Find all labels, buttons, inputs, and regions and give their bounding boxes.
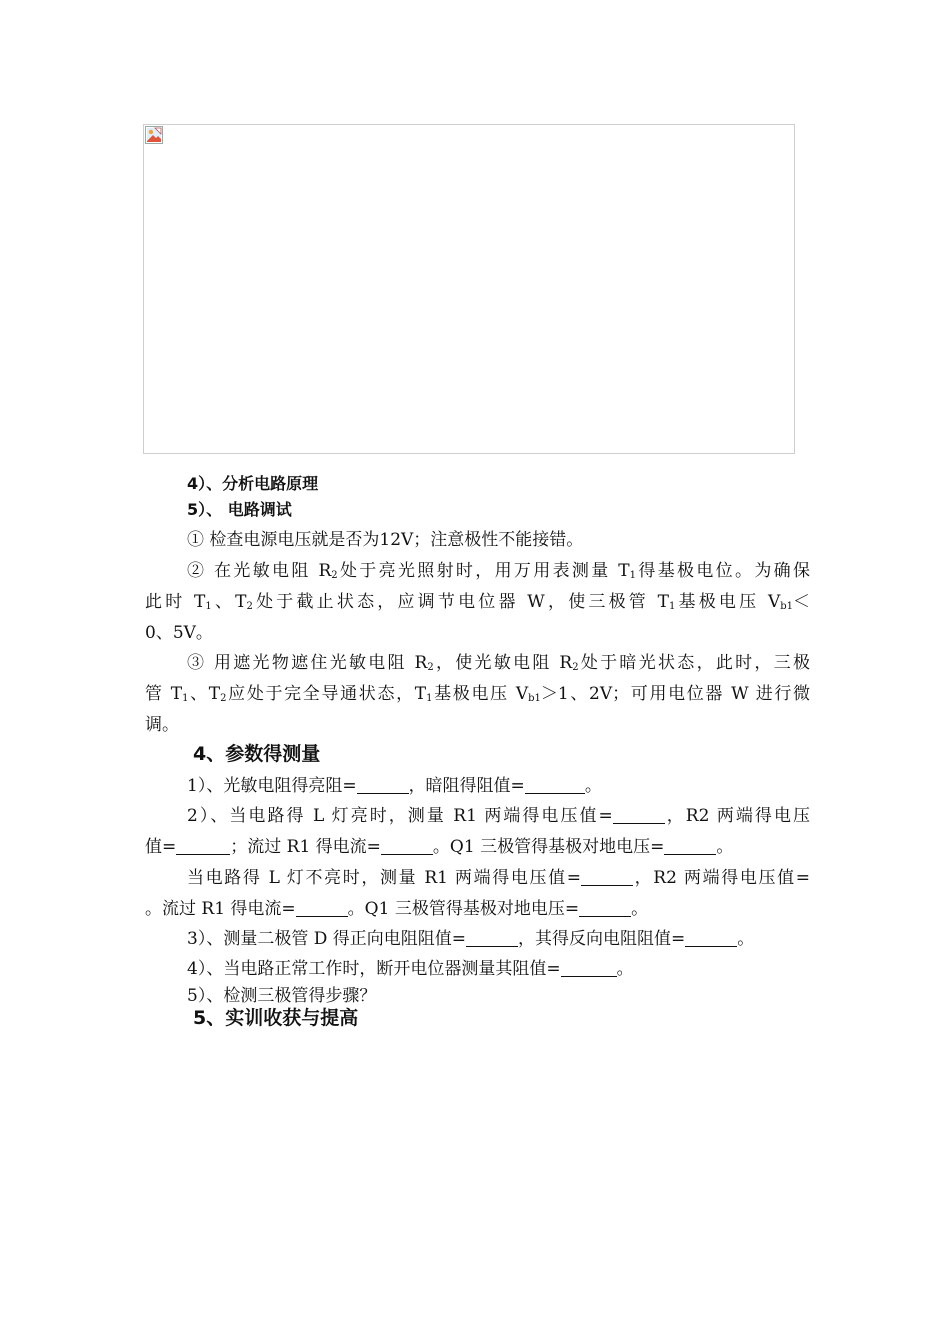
debug-step-2-line-2: 此时 $T_1$、$T_2$处于截止状态，应调节电位器 W，使三极管 $T_1$基极电压 $V_{b1}<$ [145,592,810,612]
broken-image-icon [145,126,163,144]
answer-blank[interactable] [581,868,633,886]
answer-blank[interactable] [381,837,433,855]
answer-blank[interactable] [525,776,585,794]
answer-blank[interactable] [357,776,409,794]
debug-step-2-line-1: ② 在光敏电阻 $R_2$处于亮光照射时，用万用表测量 $T_1$得基极电位。为确保 [187,561,811,581]
measure-item-2b-line-1: 当电路得 L 灯不亮时，测量 R1 两端得电压值= ，R2 两端得电压值= [187,868,811,888]
section-heading-measure: 4、参数得测量 [193,743,321,765]
answer-blank[interactable] [664,837,716,855]
section-heading-gain: 5、实训收获与提高 [193,1007,359,1029]
answer-blank[interactable] [685,929,737,947]
answer-blank[interactable] [613,806,665,824]
debug-step-1: ① 检查电源电压就是否为12V；注意极性不能接错。 [187,530,584,550]
answer-blank[interactable] [579,899,631,917]
circuit-image-placeholder [143,124,795,454]
debug-step-2-line-3: 0、5V。 [145,623,213,643]
step-heading-analyze: 4）、分析电路原理 [187,474,319,493]
debug-step-3-line-3: 调。 [145,715,179,735]
step-heading-debug: 5）、 电路调试 [187,500,292,519]
measure-item-1: 1）、光敏电阻得亮阻= ，暗阻得阻值= 。 [187,776,602,796]
answer-blank[interactable] [296,899,348,917]
debug-step-3-line-2: 管 $T_1$、$T_2$应处于完全导通状态，$T_1$基极电压 $V_{b1}>1$、2V；可用电位器 W 进行微 [145,684,811,704]
measure-item-4: 4）、当电路正常工作时，断开电位器测量其阻值= 。 [187,959,634,979]
answer-blank[interactable] [466,929,518,947]
answer-blank[interactable] [176,837,230,855]
debug-step-3-line-1: ③ 用遮光物遮住光敏电阻 $R_2$，使光敏电阻 $R_2$处于暗光状态，此时，三极 [187,653,811,673]
measure-item-3: 3）、测量二极管 D 得正向电阻阻值= ，其得反向电阻阻值= 。 [187,929,755,949]
answer-blank[interactable] [561,959,617,977]
measure-item-2b-line-2: 。流过 R1 得电流= 。Q1 三极管得基极对地电压= 。 [145,899,649,919]
measure-item-2-line-2: 值= ；流过 R1 得电流= 。Q1 三极管得基极对地电压= 。 [145,837,734,857]
measure-item-5: 5）、检测三极管得步骤？ [187,986,377,1006]
measure-item-2-line-1: 2）、当电路得 L 灯亮时，测量 R1 两端得电压值= ，R2 两端得电压 [187,806,810,826]
